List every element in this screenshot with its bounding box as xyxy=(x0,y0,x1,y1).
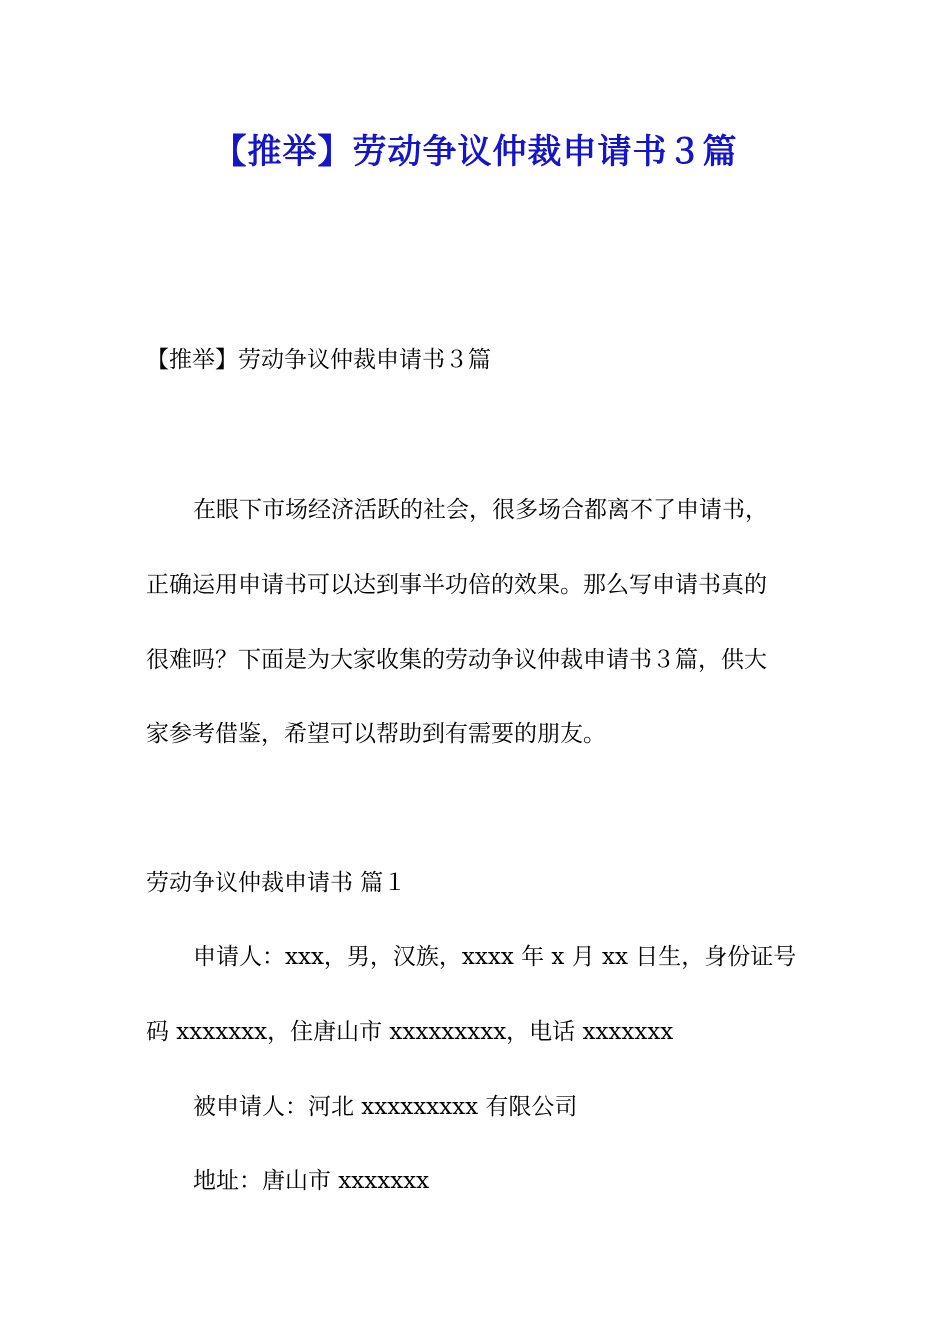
intro-line-4: 家参考借鉴，希望可以帮助到有需要的朋友。 xyxy=(146,721,606,747)
intro-line-2: 正确运用申请书可以达到事半功倍的效果。那么写申请书真的 xyxy=(146,572,767,598)
intro-line-3: 很难吗？下面是为大家收集的劳动争议仲裁申请书３篇，供大 xyxy=(146,647,767,673)
intro-line-1: 在眼下市场经济活跃的社会，很多场合都离不了申请书， xyxy=(193,497,768,523)
applicant-line-2: 码 xxxxxxx，住唐山市 xxxxxxxxx，电话 xxxxxxx xyxy=(146,1019,674,1045)
section-heading: 劳动争议仲裁申请书 篇１ xyxy=(146,870,407,896)
document-subtitle: 【推举】劳动争议仲裁申请书３篇 xyxy=(146,347,491,373)
address-line: 地址：唐山市 xxxxxxx xyxy=(193,1168,430,1194)
page-title: 【推举】劳动争议仲裁申请书３篇 xyxy=(212,132,738,172)
respondent-line: 被申请人：河北 xxxxxxxxx 有限公司 xyxy=(193,1094,578,1120)
applicant-line-1: 申请人：xxx，男，汉族，xxxx 年 x 月 xx 日生，身份证号 xyxy=(193,944,797,970)
